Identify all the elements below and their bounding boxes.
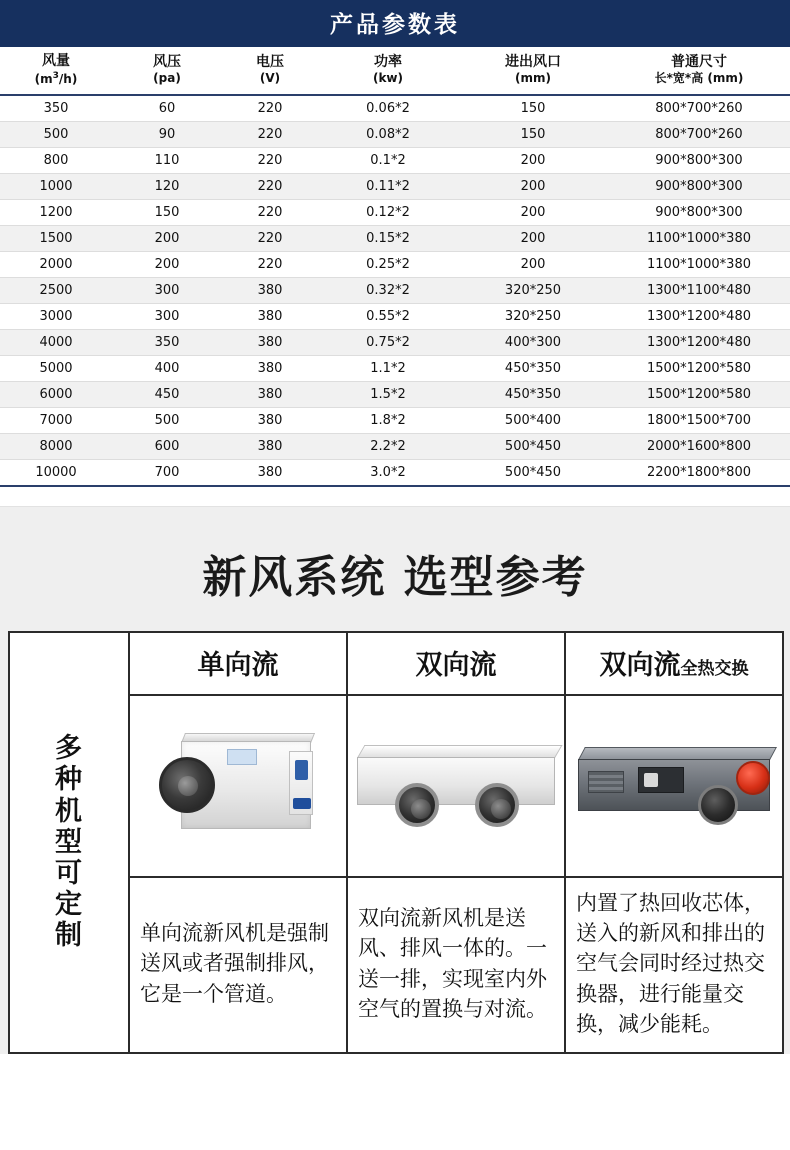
section-divider — [0, 493, 790, 507]
type-title-heat-recovery-suffix: 全热交换 — [680, 658, 749, 679]
cell-power: 1.8*2 — [318, 407, 458, 433]
column-unit-voltage: (V) — [259, 71, 281, 85]
unit-air-duct-port — [475, 783, 519, 827]
cell-power: 0.32*2 — [318, 277, 458, 303]
parameter-table-body — [0, 95, 790, 486]
table-row — [0, 147, 790, 173]
table-row — [0, 329, 790, 355]
column-header-port-size: 进出风口 (mm) — [458, 47, 608, 95]
cell-port-size: 450*350 — [458, 355, 608, 381]
column-unit-dimensions: 长*宽*高 (mm) — [654, 71, 744, 85]
cell-port-size: 200 — [458, 199, 608, 225]
one-way-flow-unit-photo — [130, 696, 346, 876]
cell-pressure: 200 — [112, 225, 222, 251]
cell-port-size: 450*350 — [458, 381, 608, 407]
cell-pressure: 350 — [112, 329, 222, 355]
column-header-voltage: 电压 (V) — [222, 47, 318, 95]
column-header-airflow: 风量 $(m^3/h)$ — [0, 47, 112, 95]
cell-dimensions: 2200*1800*800 — [608, 459, 790, 486]
cell-voltage: 220 — [222, 95, 318, 122]
cell-voltage: 220 — [222, 121, 318, 147]
cell-dimensions: 1300*1200*480 — [608, 303, 790, 329]
cell-airflow: 2000 — [0, 251, 112, 277]
cell-port-size: 320*250 — [458, 277, 608, 303]
cell-dimensions: 1800*1500*700 — [608, 407, 790, 433]
selection-heading: 新风系统 选型参考 — [202, 551, 588, 603]
table-row — [0, 381, 790, 407]
description-two-way: 双向流新风机是送风、排风一体的。一送一排，实现室内外空气的置换与对流。 — [347, 877, 565, 1053]
cell-dimensions: 900*800*300 — [608, 199, 790, 225]
cell-dimensions: 1500*1200*580 — [608, 381, 790, 407]
parameter-table-title: 产品参数表 — [0, 0, 790, 47]
selection-table-wrap — [0, 631, 790, 1054]
product-image-one-way — [129, 695, 347, 877]
cell-dimensions: 900*800*300 — [608, 147, 790, 173]
one-way-unit-illustration — [153, 731, 323, 841]
table-row — [0, 459, 790, 486]
cell-voltage: 220 — [222, 251, 318, 277]
column-unit-power: (kw) — [372, 71, 404, 85]
cell-power: 1.1*2 — [318, 355, 458, 381]
cell-airflow: 7000 — [0, 407, 112, 433]
cell-voltage: 380 — [222, 407, 318, 433]
cell-dimensions: 900*800*300 — [608, 173, 790, 199]
cell-pressure: 200 — [112, 251, 222, 277]
cell-port-size: 500*400 — [458, 407, 608, 433]
cell-voltage: 380 — [222, 381, 318, 407]
cell-dimensions: 1300*1200*480 — [608, 329, 790, 355]
panel-badge — [293, 798, 311, 809]
cell-airflow: 800 — [0, 147, 112, 173]
cell-power: 0.11*2 — [318, 173, 458, 199]
column-unit-airflow: $(m^3/h)$ — [34, 70, 78, 86]
type-title-one-way: 单向流 — [129, 632, 347, 695]
selection-header-row — [9, 632, 783, 695]
table-header-row — [0, 47, 790, 95]
parameter-table-head — [0, 47, 790, 95]
cell-port-size: 320*250 — [458, 303, 608, 329]
cell-airflow: 6000 — [0, 381, 112, 407]
table-row — [0, 199, 790, 225]
type-title-heat-recovery: 双向流全热交换 — [565, 632, 783, 695]
cell-power: 2.2*2 — [318, 433, 458, 459]
cell-pressure: 700 — [112, 459, 222, 486]
unit-air-duct-port — [395, 783, 439, 827]
cell-port-size: 200 — [458, 173, 608, 199]
cell-airflow: 8000 — [0, 433, 112, 459]
cell-dimensions: 800*700*260 — [608, 121, 790, 147]
cell-airflow: 500 — [0, 121, 112, 147]
column-unit-port-size: (mm) — [515, 71, 551, 85]
parameter-table-section — [0, 0, 790, 493]
cell-power: 1.5*2 — [318, 381, 458, 407]
cell-dimensions: 1100*1000*380 — [608, 225, 790, 251]
product-image-two-way — [347, 695, 565, 877]
cell-voltage: 380 — [222, 277, 318, 303]
table-row — [0, 277, 790, 303]
heat-recovery-unit-illustration — [574, 731, 774, 841]
cell-airflow: 1200 — [0, 199, 112, 225]
parameter-table — [0, 47, 790, 487]
cell-voltage: 380 — [222, 433, 318, 459]
cell-power: 0.08*2 — [318, 121, 458, 147]
cell-power: 0.12*2 — [318, 199, 458, 225]
table-row — [0, 303, 790, 329]
description-heat-recovery: 内置了热回收芯体，送入的新风和排出的空气会同时经过热交换器，进行能量交换，减少能耗。 — [565, 877, 783, 1053]
cell-power: 0.55*2 — [318, 303, 458, 329]
cell-voltage: 380 — [222, 355, 318, 381]
cell-pressure: 60 — [112, 95, 222, 122]
description-one-way: 单向流新风机是强制送风或者强制排风，它是一个管道。 — [129, 877, 347, 1053]
cell-pressure: 120 — [112, 173, 222, 199]
cell-port-size: 150 — [458, 121, 608, 147]
cell-pressure: 500 — [112, 407, 222, 433]
cell-voltage: 380 — [222, 459, 318, 486]
cell-voltage: 220 — [222, 225, 318, 251]
column-header-dimensions: 普通尺寸 长*宽*高 (mm) — [608, 47, 790, 95]
unit-air-duct-port — [159, 757, 215, 813]
column-header-pressure: 风压 (pa) — [112, 47, 222, 95]
cell-port-size: 150 — [458, 95, 608, 122]
cell-voltage: 380 — [222, 329, 318, 355]
cell-power: 0.75*2 — [318, 329, 458, 355]
table-row — [0, 95, 790, 122]
table-row — [0, 225, 790, 251]
cell-power: 0.1*2 — [318, 147, 458, 173]
cell-voltage: 380 — [222, 303, 318, 329]
unit-red-duct-port — [736, 761, 770, 795]
cell-port-size: 500*450 — [458, 433, 608, 459]
column-unit-pressure: (pa) — [153, 71, 181, 85]
cell-dimensions: 1500*1200*580 — [608, 355, 790, 381]
type-title-two-way: 双向流 — [347, 632, 565, 695]
selection-reference-section — [0, 507, 790, 1054]
cell-port-size: 500*450 — [458, 459, 608, 486]
cell-dimensions: 1300*1100*480 — [608, 277, 790, 303]
cell-port-size: 400*300 — [458, 329, 608, 355]
cell-power: 0.06*2 — [318, 95, 458, 122]
table-row — [0, 251, 790, 277]
unit-control-panel — [289, 751, 313, 815]
cell-airflow: 2500 — [0, 277, 112, 303]
cell-pressure: 450 — [112, 381, 222, 407]
product-image-heat-recovery — [565, 695, 783, 877]
cell-port-size: 200 — [458, 147, 608, 173]
cell-airflow: 350 — [0, 95, 112, 122]
table-row — [0, 121, 790, 147]
cell-airflow: 4000 — [0, 329, 112, 355]
panel-display — [295, 760, 308, 780]
cell-pressure: 150 — [112, 199, 222, 225]
cell-airflow: 10000 — [0, 459, 112, 486]
cell-airflow: 1000 — [0, 173, 112, 199]
cell-airflow: 5000 — [0, 355, 112, 381]
unit-air-duct-port — [698, 785, 738, 825]
table-row — [0, 407, 790, 433]
cell-dimensions: 1100*1000*380 — [608, 251, 790, 277]
two-way-flow-unit-photo — [348, 696, 564, 876]
cell-port-size: 200 — [458, 251, 608, 277]
two-way-unit-illustration — [351, 731, 561, 841]
cell-voltage: 220 — [222, 147, 318, 173]
cell-pressure: 110 — [112, 147, 222, 173]
cell-voltage: 220 — [222, 199, 318, 225]
table-row — [0, 433, 790, 459]
cell-power: 0.25*2 — [318, 251, 458, 277]
unit-label-sticker — [227, 749, 257, 765]
cell-dimensions: 2000*1600*800 — [608, 433, 790, 459]
unit-vent-grille — [588, 771, 624, 793]
cell-voltage: 220 — [222, 173, 318, 199]
cell-power: 3.0*2 — [318, 459, 458, 486]
cell-dimensions: 800*700*260 — [608, 95, 790, 122]
cell-pressure: 300 — [112, 277, 222, 303]
cell-pressure: 90 — [112, 121, 222, 147]
unit-body — [357, 757, 555, 805]
cell-pressure: 400 — [112, 355, 222, 381]
cell-port-size: 200 — [458, 225, 608, 251]
cell-airflow: 1500 — [0, 225, 112, 251]
table-row — [0, 173, 790, 199]
column-header-power: 功率 (kw) — [318, 47, 458, 95]
selection-comparison-table — [8, 631, 784, 1054]
cell-pressure: 300 — [112, 303, 222, 329]
heat-recovery-unit-photo — [566, 696, 782, 876]
cell-airflow: 3000 — [0, 303, 112, 329]
customization-side-label: 多 种 机 型 可 定 制 — [9, 632, 129, 1053]
cell-power: 0.15*2 — [318, 225, 458, 251]
unit-electrical-box — [638, 767, 684, 793]
cell-pressure: 600 — [112, 433, 222, 459]
table-row — [0, 355, 790, 381]
